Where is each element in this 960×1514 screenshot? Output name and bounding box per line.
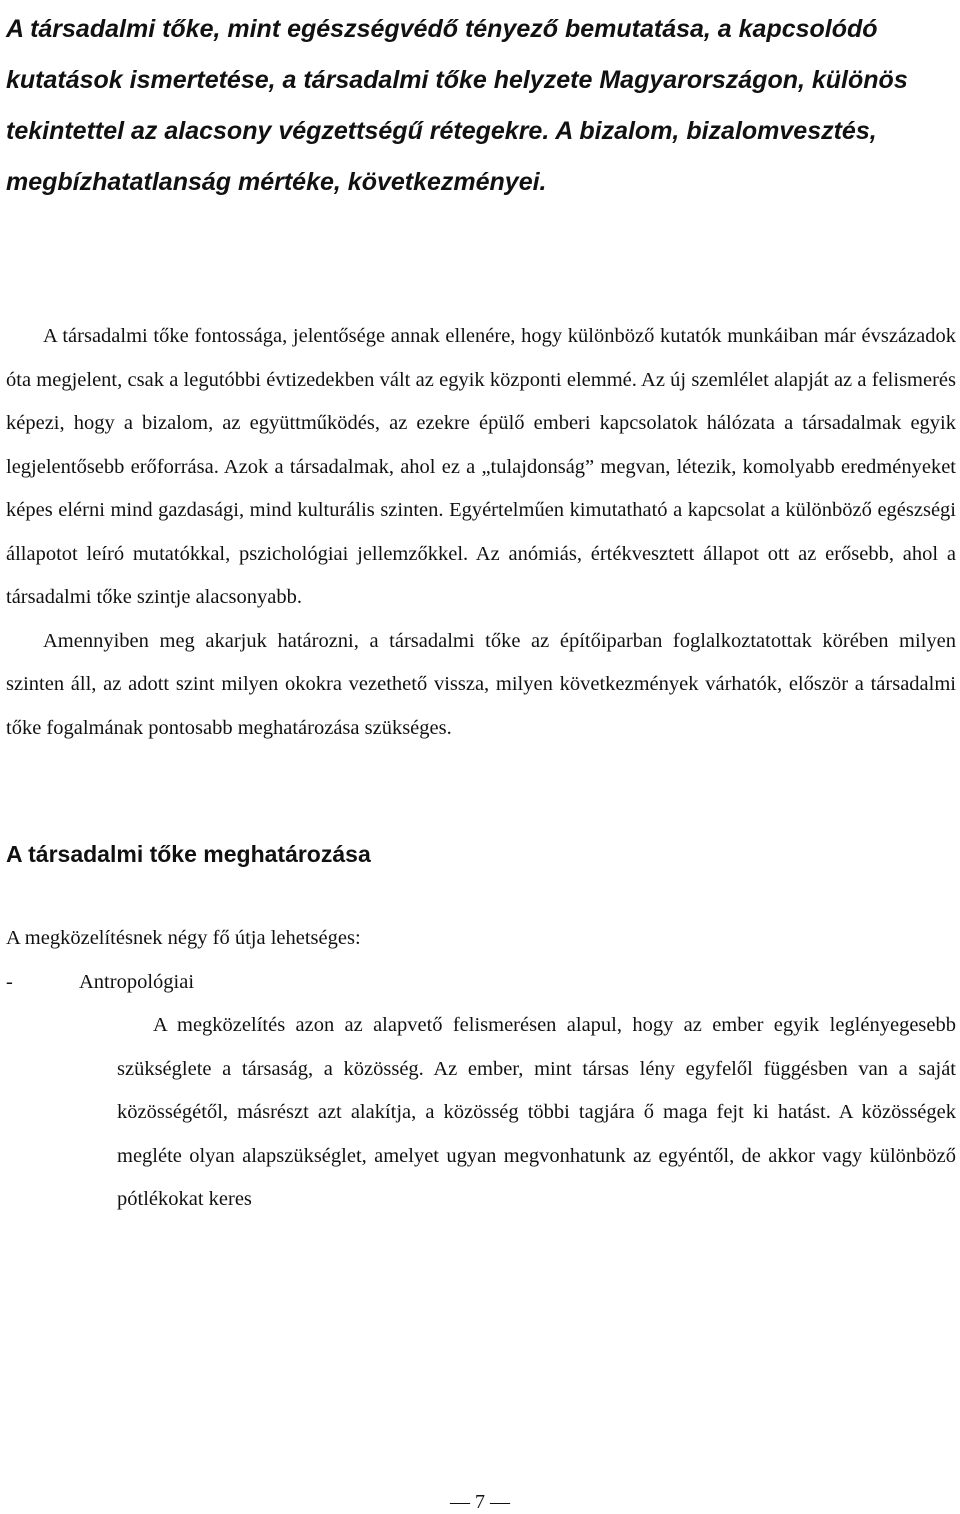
list-item-description: A megközelítés azon az alapvető felismerésen alapul, hogy az ember egyik leglényegesebb szükséglete a társaság, a közösség. Az ember, mint társas lény egyfelől függésben van a saját közösségétől, másrészt azt alakítja, a közösség többi tagjára ő maga fejt ki hatást. A közösségek megléte olyan alapszükséglet, amelyet ugyan megvonhatunk az egyéntől, de akkor vagy különböző pótlékokat keres	[117, 1014, 956, 1210]
section-lead: A megközelítésnek négy fő útja lehetséges:	[6, 927, 361, 949]
intro-paragraph: A társadalmi tőke fontossága, jelentősége annak ellenére, hogy különböző kutatók munkáiban már évszázadok óta megjelent, csak a legutóbbi évtizedekben vált az egyik központi elemmé. Az új szemlélet alapját az a felismerés képezi, hogy a bizalom, az együttműködés, az ezekre épülő emberi kapcsolatok hálózata a társadalmak egyik legjelentősebb erőforrása. Azok a társadalmak, ahol ez a „tulajdonság” megvan, létezik, komolyabb eredményeket képes elérni mind gazdasági, mind kulturális szinten. Egyértelműen kimutatható a kapcsolat a különböző egészségi állapotot leíró mutatókkal, pszichológiai jellemzőkkel. Az anómiás, értékvesztett állapot ott az erősebb, ahol a társadalmi tőke szintje alacsonyabb.	[6, 325, 956, 608]
page-number: — 7 —	[450, 1491, 510, 1513]
list-dash: -	[6, 970, 13, 993]
document-title: A társadalmi tőke, mint egészségvédő tényező bemutatása, a kapcsolódó kutatások ismertetése, a társadalmi tőke helyzete Magyarországon, különös tekintettel az alacsony végzettségű rétegekre. A bizalom, bizalomvesztés, megbízhatatlanság mértéke, következményei.	[6, 15, 908, 196]
list-item-label: Antropológiai	[79, 970, 195, 993]
section-heading: A társadalmi tőke meghatározása	[6, 841, 371, 867]
body-paragraph: Amennyiben meg akarjuk határozni, a társadalmi tőke az építőiparban foglalkoztatottak körében milyen szinten áll, az adott szint milyen okokra vezethető vissza, milyen következmények várhatók, először a társadalmi tőke fogalmának pontosabb meghatározása szükséges.	[6, 629, 956, 739]
document-page	[6, 0, 956, 1242]
list-item	[6, 961, 956, 1005]
